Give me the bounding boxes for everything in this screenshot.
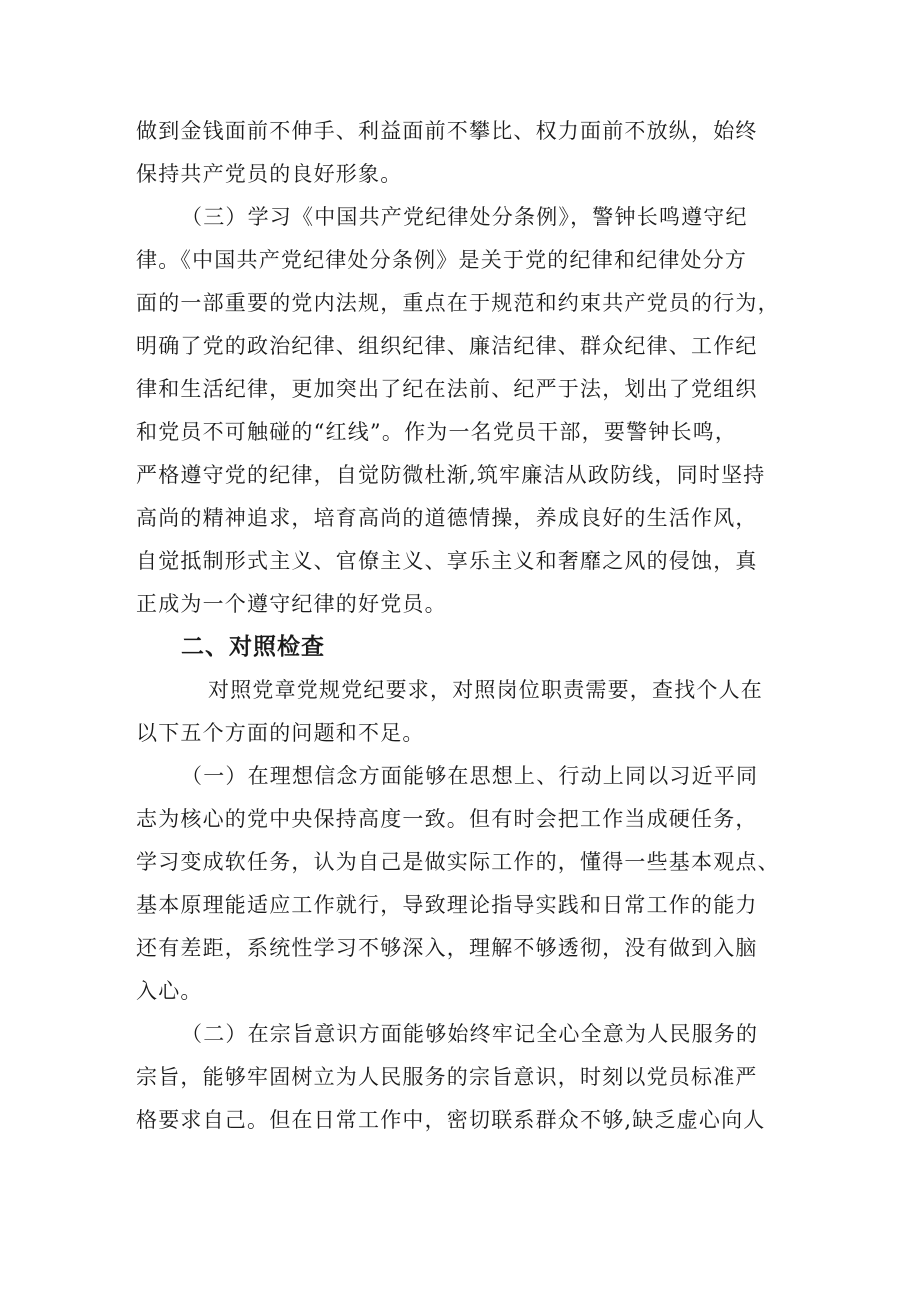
- paragraph-4-line-3: 学习变成软任务，认为自己是做实际工作的，懂得一些基本观点、: [136, 850, 780, 874]
- paragraph-4-line-2: 志为核心的党中央保持高度一致。但有时会把工作当成硬任务，: [136, 807, 758, 831]
- paragraph-3-line-2: 以下五个方面的问题和不足。: [136, 721, 425, 745]
- paragraph-2-line-10: 正成为一个遵守纪律的好党员。: [136, 592, 447, 616]
- paragraph-2-line-8: 高尚的精神追求，培育高尚的道德情操，养成良好的生活作风，: [136, 506, 758, 530]
- paragraph-2-line-6: 和党员不可触碰的“红线”。作为一名党员干部，要警钟长鸣，: [136, 420, 738, 444]
- paragraph-1-line-1: 做到金钱面前不伸手、利益面前不攀比、权力面前不放纵，始终: [136, 119, 758, 143]
- paragraph-2-line-5: 律和生活纪律，更加突出了纪在法前、纪严于法，划出了党组织: [136, 377, 758, 401]
- paragraph-4-line-5: 还有差距，系统性学习不够深入，理解不够透彻，没有做到入脑: [136, 936, 758, 960]
- paragraph-1-line-2: 保持共产党员的良好形象。: [136, 162, 403, 186]
- paragraph-2-line-1: （三）学习《中国共产党纪律处分条例》，警钟长鸣遵守纪: [181, 205, 748, 229]
- section-heading: 二、对照检查: [181, 634, 325, 660]
- paragraph-4-line-1: （一）在理想信念方面能够在思想上、行动上同以习近平同: [181, 764, 759, 788]
- paragraph-5-line-3: 格要求自己。但在日常工作中，密切联系群众不够,缺乏虚心向人: [136, 1108, 766, 1132]
- paragraph-2-line-7: 严格遵守党的纪律，自觉防微杜渐,筑牢廉洁从政防线，同时坚持: [136, 463, 766, 487]
- paragraph-2-line-3: 面的一部重要的党内法规，重点在于规范和约束共产党员的行为，: [136, 291, 780, 315]
- paragraph-4-line-6: 入心。: [136, 979, 203, 1003]
- paragraph-4-line-4: 基本原理能适应工作就行，导致理论指导实践和日常工作的能力: [136, 893, 758, 917]
- paragraph-2-line-4: 明确了党的政治纪律、组织纪律、廉洁纪律、群众纪律、工作纪: [136, 334, 758, 358]
- paragraph-3-line-1: 对照党章党规党纪要求，对照岗位职责需要，查找个人在: [208, 678, 763, 702]
- paragraph-2-line-9: 自觉抵制形式主义、官僚主义、享乐主义和奢靡之风的侵蚀，真: [136, 549, 758, 573]
- paragraph-5-line-2: 宗旨，能够牢固树立为人民服务的宗旨意识，时刻以党员标准严: [136, 1065, 758, 1089]
- paragraph-5-line-1: （二）在宗旨意识方面能够始终牢记全心全意为人民服务的: [181, 1022, 759, 1046]
- paragraph-2-line-2: 律。《中国共产党纪律处分条例》是关于党的纪律和纪律处分方: [136, 248, 748, 272]
